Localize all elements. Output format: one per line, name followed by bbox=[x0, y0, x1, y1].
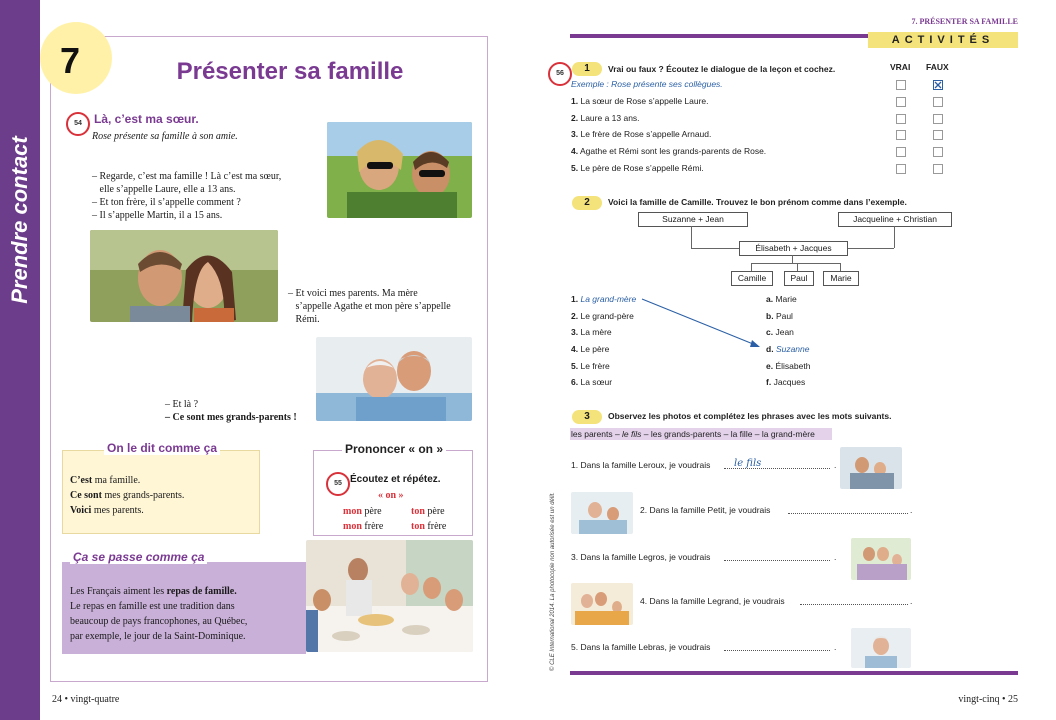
photo-parents-child bbox=[851, 538, 911, 580]
exercise-instruction: Vrai ou faux ? Écoutez le dialogue de la leçon et cochez. bbox=[608, 64, 836, 74]
exercise-number: 2 bbox=[572, 196, 602, 210]
prononcer-instruction: Écoutez et répétez. bbox=[350, 474, 441, 485]
match-left-item: 5. Le frère bbox=[571, 361, 610, 371]
audio-track-icon[interactable]: 55 bbox=[326, 472, 350, 496]
ca-se-passe-text bbox=[70, 584, 302, 644]
on-le-dit-line: C’est ma famille. bbox=[70, 475, 141, 486]
chapter-label: 7. PRÉSENTER SA FAMILLE bbox=[911, 17, 1018, 26]
tree-node-grandparents-2: Jacqueline + Christian bbox=[838, 212, 952, 227]
tree-connector bbox=[792, 255, 793, 263]
period: . bbox=[910, 505, 913, 515]
prononcer-pair-row: mon frère ton frère bbox=[343, 521, 447, 532]
dialogue-line: elle s’appelle Laure, elle a 13 ans. bbox=[92, 184, 236, 195]
copyright-notice: © CLE International 2014. La photocopie non autorisée est un délit. bbox=[550, 492, 556, 671]
dialogue-line: – Et voici mes parents. Ma mère bbox=[288, 288, 418, 299]
dialogue-block-1 bbox=[92, 170, 312, 222]
dialogue-line: – Et là ? bbox=[165, 399, 199, 410]
checkbox-vrai[interactable] bbox=[896, 147, 906, 157]
lesson-title: Présenter sa famille bbox=[176, 58, 404, 85]
on-le-dit-line: Voici mes parents. bbox=[70, 505, 144, 516]
photo-family-dinner bbox=[306, 540, 473, 652]
match-left-item: 3. La mère bbox=[571, 327, 612, 337]
checkbox-faux[interactable] bbox=[933, 114, 943, 124]
audio-track-icon[interactable]: 56 bbox=[548, 62, 572, 86]
dialogue-line: Rémi. bbox=[288, 314, 320, 325]
period: . bbox=[910, 596, 913, 606]
checkbox-vrai[interactable] bbox=[896, 114, 906, 124]
on-le-dit-lines bbox=[70, 473, 184, 518]
exercise-instruction: Observez les photos et complétez les phrases avec les mots suivants. bbox=[608, 411, 892, 421]
tf-item: 1. La sœur de Rose s’appelle Laure. bbox=[571, 96, 709, 106]
section-heading: Là, c’est ma sœur. bbox=[94, 112, 199, 126]
match-right-item: d. Suzanne bbox=[766, 344, 810, 354]
match-left-item: 4. Le père bbox=[571, 344, 610, 354]
checkbox-vrai[interactable] bbox=[896, 130, 906, 140]
prononcer-sound: « on » bbox=[378, 490, 404, 501]
col-faux-header: FAUX bbox=[926, 62, 949, 72]
fill-sentence: 4. Dans la famille Legrand, je voudrais bbox=[640, 596, 785, 606]
period: . bbox=[834, 552, 837, 562]
example-line: Exemple : Rose présente ses collègues. bbox=[571, 79, 723, 89]
exercise-number: 3 bbox=[572, 410, 602, 424]
tree-node-child: Paul bbox=[784, 271, 814, 286]
photo-father-son bbox=[840, 447, 902, 489]
match-right-item: e. Élisabeth bbox=[766, 361, 811, 371]
side-band-label: Prendre contact bbox=[7, 136, 32, 304]
word-bank: les parents – le fils – les grands-parents – la fille – la grand-mère bbox=[571, 429, 815, 439]
tf-item: 4. Agathe et Rémi sont les grands-parents de Rose. bbox=[571, 146, 767, 156]
exercise-number: 1 bbox=[572, 62, 602, 76]
checkbox-vrai[interactable] bbox=[896, 80, 906, 90]
photo-grandmother-child bbox=[571, 492, 633, 534]
dialogue-line: – Et ton frère, il s’appelle comment ? bbox=[92, 197, 241, 208]
match-right-item: c. Jean bbox=[766, 327, 794, 337]
ca-se-passe-line: beaucoup de pays francophones, au Québec, bbox=[70, 616, 248, 627]
on-le-dit-title: On le dit comme ça bbox=[104, 441, 220, 455]
checkbox-vrai[interactable] bbox=[896, 97, 906, 107]
tree-node-child: Marie bbox=[823, 271, 859, 286]
ca-se-passe-line: Le repas en famille est une tradition dans bbox=[70, 601, 235, 612]
exercise-instruction: Voici la famille de Camille. Trouvez le bon prénom comme dans l’exemple. bbox=[608, 197, 907, 207]
match-left-item: 2. Le grand-père bbox=[571, 311, 634, 321]
dialogue-line: s’appelle Agathe et mon père s’appelle bbox=[288, 301, 451, 312]
fill-sentence: 1. Dans la famille Leroux, je voudrais bbox=[571, 460, 711, 470]
match-right-item: b. Paul bbox=[766, 311, 793, 321]
bottom-rule bbox=[570, 671, 1018, 675]
dialogue-line: – Regarde, c’est ma famille ! Là c’est ma sœur, bbox=[92, 171, 282, 182]
checkbox-vrai[interactable] bbox=[896, 164, 906, 174]
checkbox-faux[interactable] bbox=[933, 130, 943, 140]
answer-line[interactable] bbox=[724, 550, 830, 561]
dialogue-line: – Il s’appelle Martin, il a 15 ans. bbox=[92, 210, 223, 221]
dialogue-block-3 bbox=[165, 398, 325, 424]
prononcer-pair-row: mon père ton père bbox=[343, 506, 445, 517]
checkbox-faux[interactable] bbox=[933, 147, 943, 157]
page-number-left: 24 • vingt-quatre bbox=[52, 694, 120, 705]
tree-connector bbox=[846, 248, 894, 249]
photo-young-couple bbox=[327, 122, 472, 218]
match-right-item: a. Marie bbox=[766, 294, 797, 304]
page-number-right: vingt-cinq • 25 bbox=[958, 694, 1018, 705]
checkbox-faux[interactable] bbox=[933, 97, 943, 107]
checkbox-faux[interactable] bbox=[933, 164, 943, 174]
photo-grandparents-children bbox=[571, 583, 633, 625]
photo-grandparents bbox=[316, 337, 472, 421]
dialogue-line: – Ce sont mes grands-parents ! bbox=[165, 412, 297, 423]
tree-node-parents: Élisabeth + Jacques bbox=[739, 241, 848, 256]
tree-connector bbox=[894, 226, 895, 248]
fill-sentence: 2. Dans la famille Petit, je voudrais bbox=[640, 505, 771, 515]
tree-node-grandparents-1: Suzanne + Jean bbox=[638, 212, 748, 227]
period: . bbox=[834, 642, 837, 652]
period: . bbox=[834, 460, 837, 470]
tf-item: 5. Le père de Rose s’appelle Rémi. bbox=[571, 163, 704, 173]
checkbox-faux-checked[interactable] bbox=[933, 80, 943, 90]
tree-connector bbox=[751, 263, 752, 271]
answer-text: le fils bbox=[734, 458, 762, 469]
fill-sentence: 3. Dans la famille Legros, je voudrais bbox=[571, 552, 711, 562]
activities-band: ACTIVITÉS bbox=[868, 32, 1018, 48]
photo-grandmother bbox=[851, 628, 911, 668]
match-left-item: 1. La grand-mère bbox=[571, 294, 637, 304]
tree-connector bbox=[840, 263, 841, 271]
col-vrai-header: VRAI bbox=[890, 62, 911, 72]
ca-se-passe-line: par exemple, le jour de la Saint-Dominique. bbox=[70, 631, 246, 642]
match-arrow bbox=[640, 296, 770, 352]
fill-sentence: 5. Dans la famille Lebras, je voudrais bbox=[571, 642, 711, 652]
answer-line[interactable] bbox=[788, 503, 908, 514]
match-left-item: 6. La sœur bbox=[571, 377, 613, 387]
dialogue-block-2 bbox=[288, 287, 478, 326]
answer-line[interactable] bbox=[800, 594, 908, 605]
on-le-dit-line: Ce sont mes grands-parents. bbox=[70, 490, 185, 501]
answer-line[interactable] bbox=[724, 640, 830, 651]
tree-connector bbox=[691, 226, 692, 248]
photo-parents bbox=[90, 230, 278, 322]
section-intro: Rose présente sa famille à son amie. bbox=[92, 131, 238, 142]
ca-se-passe-line: Les Français aiment les repas de famille. bbox=[70, 586, 237, 597]
prononcer-title: Prononcer « on » bbox=[342, 442, 446, 456]
match-right-item: f. Jacques bbox=[766, 377, 806, 387]
tree-node-child: Camille bbox=[731, 271, 773, 286]
tf-item: 3. Le frère de Rose s’appelle Arnaud. bbox=[571, 129, 712, 139]
ca-se-passe-title: Ça se passe comme ça bbox=[70, 550, 207, 564]
tree-connector bbox=[691, 248, 739, 249]
audio-track-icon[interactable]: 54 bbox=[66, 112, 90, 136]
tf-item: 2. Laure a 13 ans. bbox=[571, 113, 640, 123]
tree-connector bbox=[751, 263, 841, 264]
lesson-number: 7 bbox=[60, 40, 81, 81]
tree-connector bbox=[797, 263, 798, 271]
